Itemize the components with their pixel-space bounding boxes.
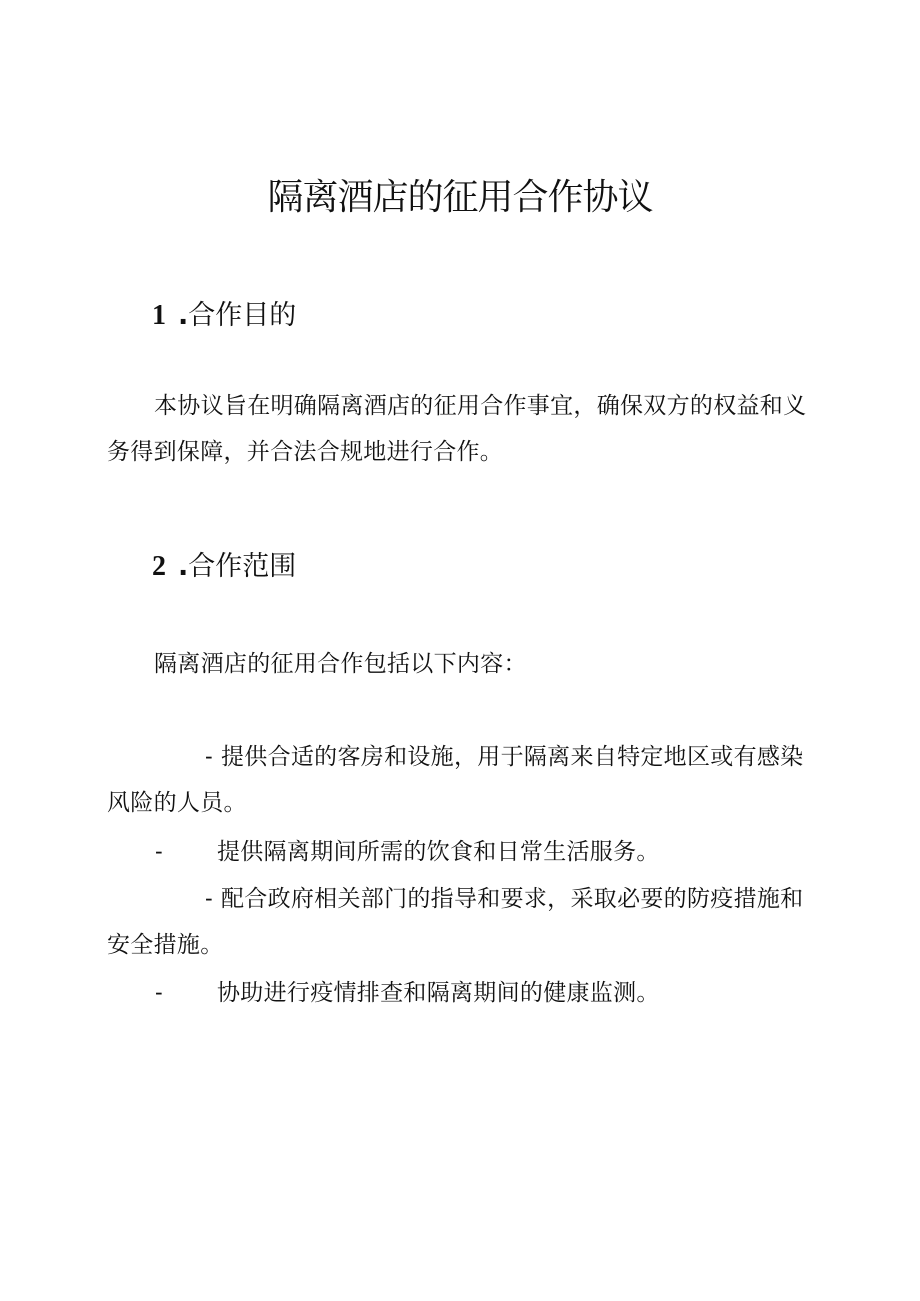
section-title: 合作目的 <box>188 300 297 331</box>
section-title: 合作范围 <box>188 551 297 582</box>
list-bullet: - <box>205 743 213 769</box>
list-item-text: 配合政府相关部门的指导和要求，采取必要的防疫措施和安全措施。 <box>107 886 804 958</box>
list-item-text: 协助进行疫情排查和隔离期间的健康监测。 <box>217 980 660 1006</box>
section-paragraph-scope: 隔离酒店的征用合作包括以下内容： <box>154 651 527 677</box>
list-item <box>155 828 807 875</box>
section-number-dot: . <box>178 551 189 582</box>
section-heading-purpose <box>152 296 296 336</box>
list-item-text: 提供合适的客房和设施，用于隔离来自特定地区或有感染风险的人员。 <box>107 744 804 816</box>
document-title: 隔离酒店的征用合作协议 <box>267 177 653 218</box>
list-item-text: 提供隔离期间所需的饮食和日常生活服务。 <box>217 839 660 865</box>
section-number-dot: . <box>178 300 189 331</box>
list-item <box>107 875 807 968</box>
section-number: 2 <box>152 551 166 582</box>
list-bullet: - <box>205 885 213 911</box>
section-number: 1 <box>152 300 166 331</box>
list-bullet: - <box>155 979 163 1005</box>
section-paragraph-purpose: 本协议旨在明确隔离酒店的征用合作事宜，确保双方的权益和义务得到保障，并合法合规地进行合作。 <box>107 393 807 465</box>
list-bullet: - <box>155 838 163 864</box>
section-heading-scope <box>152 547 296 587</box>
list-item <box>107 733 807 826</box>
list-item <box>155 969 807 1016</box>
